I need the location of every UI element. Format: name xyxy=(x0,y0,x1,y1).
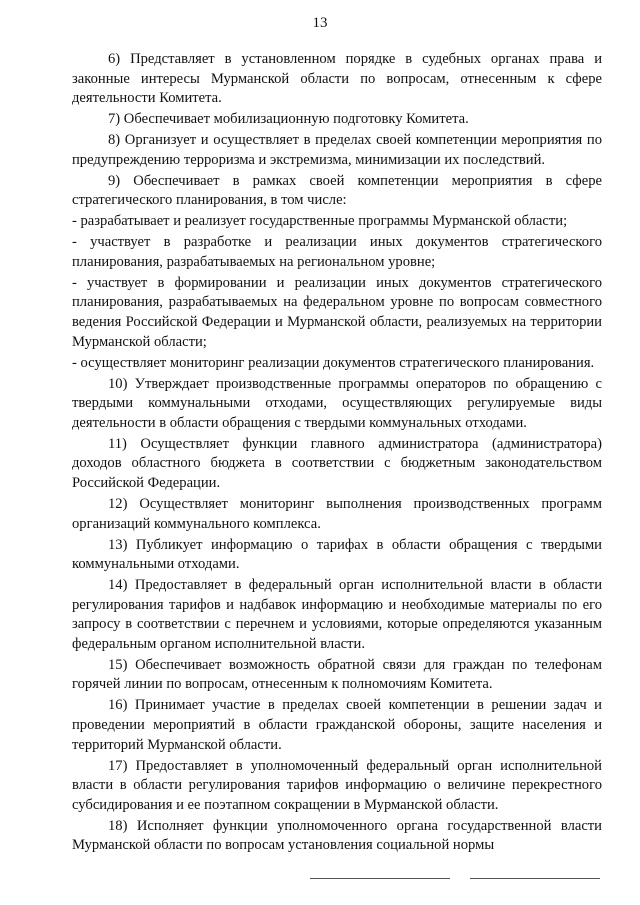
paragraph-item-8: 8) Организует и осуществляет в пределах своей компетенции мероприятия по предупреждению терроризма и экстремизма, минимизации их последствий. xyxy=(72,132,602,168)
footer-divider-left xyxy=(310,878,450,879)
document-body xyxy=(72,50,602,857)
paragraph-item-15: 15) Обеспечивает возможность обратной связи для граждан по телефонам горячей линии по вопросам, отнесенным к полномочиям Комитета. xyxy=(72,656,602,693)
footer-divider-right xyxy=(470,878,600,879)
list-item-federal-docs: - участвует в формировании и реализации иных документов стратегического планирования, разрабатываемых на федеральном уровне по вопросам совместного ведения Российской Федерации и Мурманской области, реализуемых на территории Мурманской области; xyxy=(72,274,602,350)
paragraph-item-12: 12) Осуществляет мониторинг выполнения производственных программ организаций коммунального комплекса. xyxy=(72,495,602,532)
paragraph-item-7: 7) Обеспечивает мобилизационную подготовку Комитета. xyxy=(108,111,469,128)
paragraph-item-18: 18) Исполняет функции уполномоченного органа государственной власти Мурманской области по вопросам установления социальной нормы xyxy=(72,817,602,854)
list-item-monitoring: - осуществляет мониторинг реализации документов стратегического планирования. xyxy=(72,354,595,371)
page-number: 13 xyxy=(312,15,328,31)
paragraph-item-11: 11) Осуществляет функции главного администратора (администратора) доходов областного бюджета в соответствии с бюджетным законодательством Российской Федерации. xyxy=(72,435,602,491)
list-item-regional-docs: - участвует в разработке и реализации иных документов стратегического планирования, разрабатываемых на региональном уровне; xyxy=(72,234,602,270)
paragraph-item-10: 10) Утверждает производственные программы операторов по обращению с твердыми коммунальными отходами, осуществляющих регулируемые виды деятельности в области обращения с твердыми коммунальных отходами. xyxy=(72,375,602,431)
paragraph-item-17: 17) Предоставляет в уполномоченный федеральный орган исполнительной власти в области регулирования тарифов информацию о величине перекрестного субсидирования и ее поэтапном сокращении в Мурманской области. xyxy=(72,757,602,813)
paragraph-item-6: 6) Представляет в установленном порядке в судебных органах права и законные интересы Мурманской области по вопросам, отнесенным к сфере деятельности Комитета. xyxy=(72,51,602,107)
paragraph-item-16: 16) Принимает участие в пределах своей компетенции в решении задач и проведении мероприятий в области гражданской обороны, защите населения и территорий Мурманской области. xyxy=(72,697,602,753)
list-item-programs: - разрабатывает и реализует государственные программы Мурманской области; xyxy=(72,213,568,230)
paragraph-item-13: 13) Публикует информацию о тарифах в области обращения с твердыми коммунальными отходами. xyxy=(72,536,602,573)
paragraph-item-9: 9) Обеспечивает в рамках своей компетенции мероприятия в сфере стратегического планирования, в том числе: xyxy=(72,172,602,209)
paragraph-item-14: 14) Предоставляет в федеральный орган исполнительной власти в области регулирования тарифов и надбавок информацию и необходимые материалы по его запросу в соответствии с перечнем и условиями, которые определяются указанным федеральным органом исполнительной власти. xyxy=(72,577,602,652)
